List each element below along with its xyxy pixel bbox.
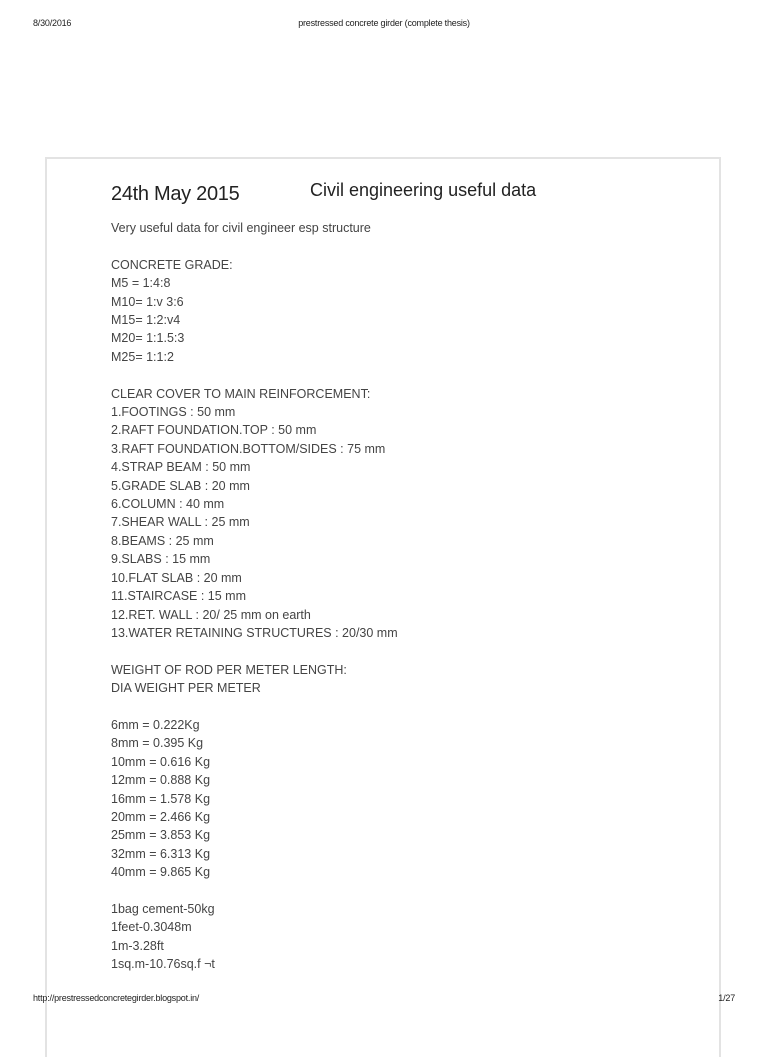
conversion-item: 1feet-0.3048m	[111, 920, 192, 935]
rod-weight-heading: WEIGHT OF ROD PER METER LENGTH:	[111, 662, 347, 677]
clear-cover-item: 5.GRADE SLAB : 20 mm	[111, 478, 250, 493]
rod-weight-item: 6mm = 0.222Kg	[111, 717, 200, 732]
print-header	[0, 18, 768, 32]
rod-weight-item: 12mm = 0.888 Kg	[111, 773, 211, 788]
post-body	[111, 219, 671, 974]
rod-weight-item: 32mm = 6.313 Kg	[111, 846, 211, 861]
clear-cover-item: 2.RAFT FOUNDATION.TOP : 50 mm	[111, 423, 317, 438]
page-number: 1/27	[718, 993, 735, 1003]
rod-weight-item: 10mm = 0.616 Kg	[111, 754, 211, 769]
conversion-item: 1bag cement-50kg	[111, 901, 215, 916]
rod-weight-item: 8mm = 0.395 Kg	[111, 736, 204, 751]
clear-cover-item: 3.RAFT FOUNDATION.BOTTOM/SIDES : 75 mm	[111, 441, 386, 456]
rod-weight-item: 40mm = 9.865 Kg	[111, 865, 211, 880]
spacer	[111, 698, 671, 716]
rod-weight-item: 25mm = 3.853 Kg	[111, 828, 211, 843]
post-date: 24th May 2015	[111, 183, 240, 205]
clear-cover-item: 13.WATER RETAINING STRUCTURES : 20/30 mm	[111, 625, 398, 640]
spacer	[111, 642, 671, 660]
clear-cover-item: 7.SHEAR WALL : 25 mm	[111, 515, 250, 530]
clear-cover-item: 4.STRAP BEAM : 50 mm	[111, 460, 251, 475]
clear-cover-item: 12.RET. WALL : 20/ 25 mm on earth	[111, 607, 311, 622]
clear-cover-item: 6.COLUMN : 40 mm	[111, 497, 225, 512]
concrete-grade-item: M10= 1:v 3:6	[111, 294, 184, 309]
clear-cover-item: 1.FOOTINGS : 50 mm	[111, 405, 236, 420]
concrete-grade-item: M20= 1:1.5:3	[111, 331, 185, 346]
clear-cover-item: 11.STAIRCASE : 15 mm	[111, 589, 246, 604]
rod-weight-subheading: DIA WEIGHT PER METER	[111, 681, 261, 696]
clear-cover-item: 10.FLAT SLAB : 20 mm	[111, 570, 242, 585]
conversion-item: 1m-3.28ft	[111, 938, 164, 953]
conversion-item: 1sq.m-10.76sq.f ¬t	[111, 957, 215, 972]
concrete-grade-item: M25= 1:1:2	[111, 349, 174, 364]
rod-weight-item: 20mm = 2.466 Kg	[111, 809, 211, 824]
rod-weight-item: 16mm = 1.578 Kg	[111, 791, 211, 806]
spacer	[111, 366, 671, 384]
spacer	[111, 237, 671, 255]
print-footer	[0, 993, 768, 1007]
clear-cover-item: 8.BEAMS : 25 mm	[111, 533, 214, 548]
clear-cover-heading: CLEAR COVER TO MAIN REINFORCEMENT:	[111, 386, 371, 401]
concrete-grade-item: M5 = 1:4:8	[111, 276, 171, 291]
print-date: 8/30/2016	[33, 18, 72, 28]
spacer	[111, 882, 671, 900]
clear-cover-item: 9.SLABS : 15 mm	[111, 552, 211, 567]
post-intro: Very useful data for civil engineer esp structure	[111, 221, 371, 235]
concrete-grade-heading: CONCRETE GRADE:	[111, 257, 233, 272]
concrete-grade-item: M15= 1:2:v4	[111, 313, 181, 328]
post-title[interactable]: Civil engineering useful data	[310, 180, 537, 200]
print-url[interactable]: http://prestressedconcretegirder.blogspot.in/	[33, 993, 200, 1003]
print-title: prestressed concrete girder (complete thesis)	[298, 18, 470, 28]
